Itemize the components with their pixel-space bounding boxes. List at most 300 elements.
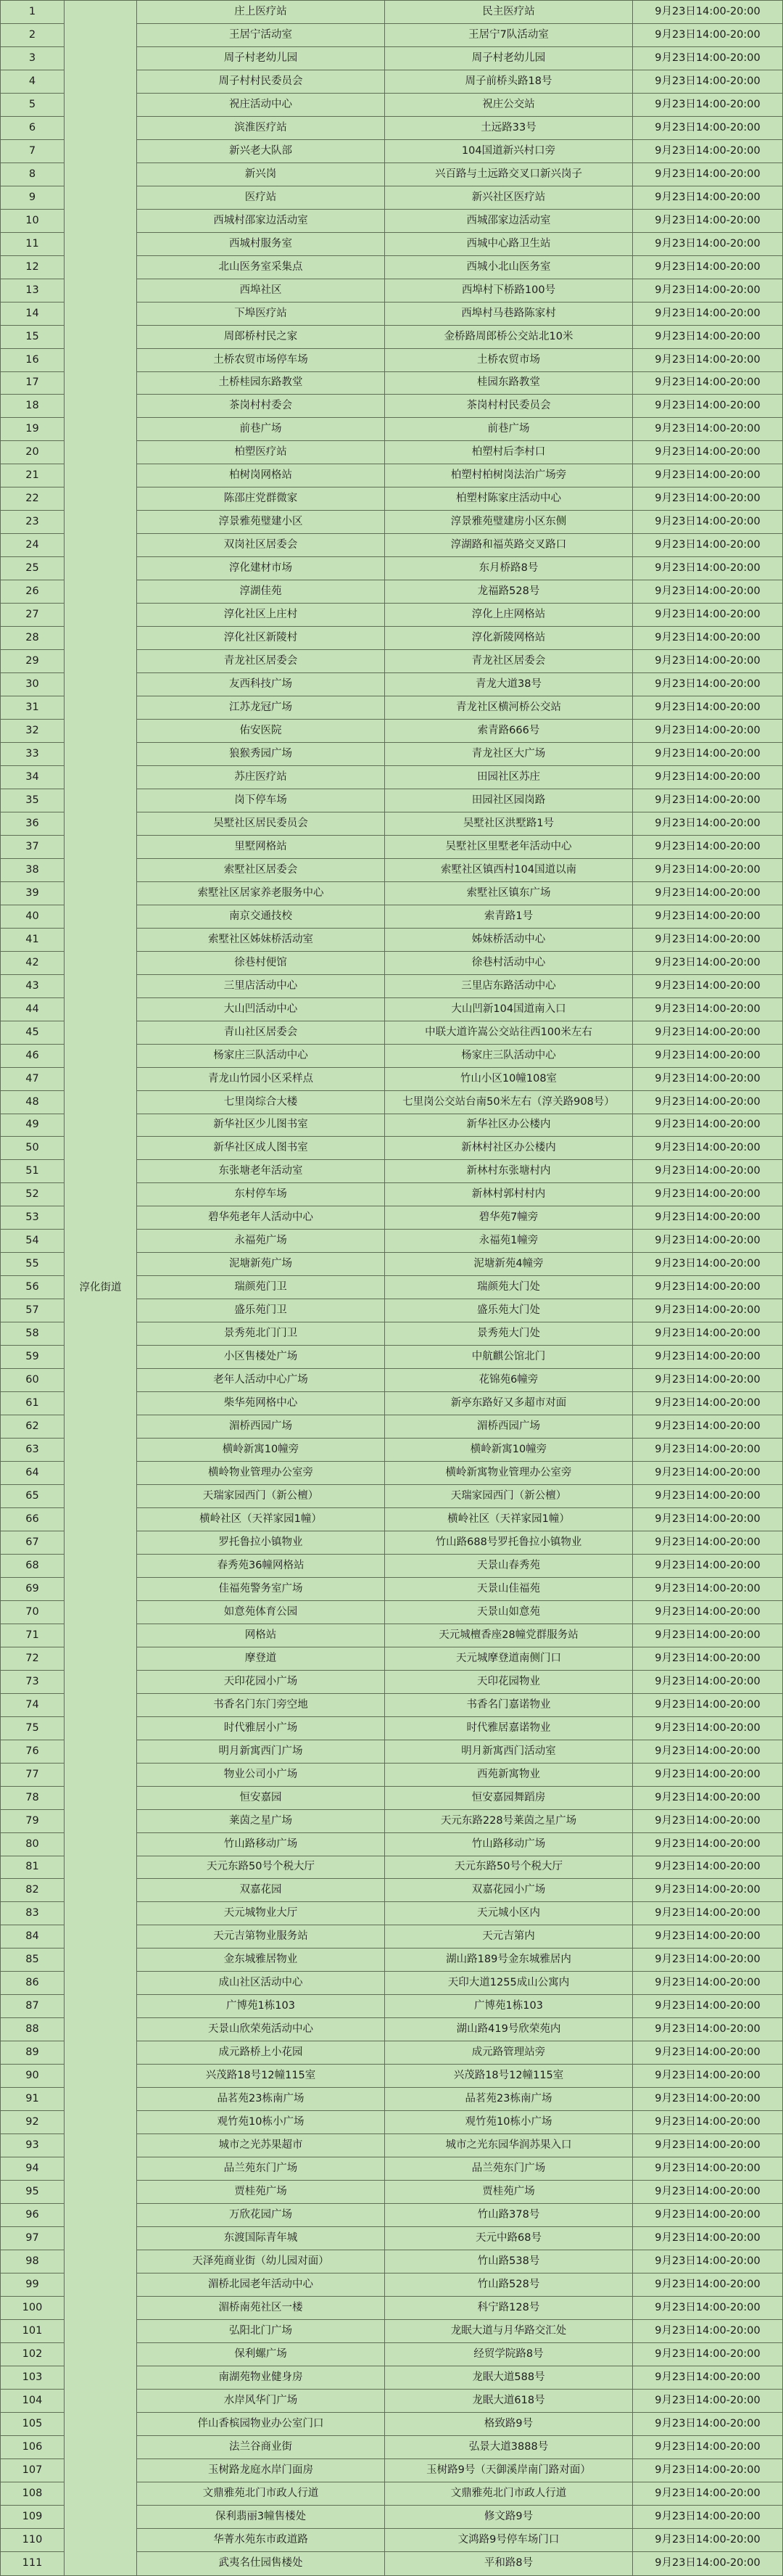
site-name-cell: 横岭新寓10幢旁 [137, 1439, 385, 1462]
site-name-cell: 索墅社区居家养老服务中心 [137, 881, 385, 905]
service-time-cell: 9月23日14:00-20:00 [633, 951, 783, 974]
row-number-cell: 110 [1, 2528, 65, 2551]
service-time-cell: 9月23日14:00-20:00 [633, 1531, 783, 1554]
service-time-cell: 9月23日14:00-20:00 [633, 1949, 783, 1972]
site-name-cell: 罗托鲁拉小镇物业 [137, 1531, 385, 1554]
site-address-cell: 天景山春秀苑 [385, 1554, 633, 1577]
row-number-cell: 108 [1, 2482, 65, 2505]
service-time-cell: 9月23日14:00-20:00 [633, 905, 783, 928]
site-name-cell: 如意苑体育公园 [137, 1600, 385, 1624]
site-address-cell: 西苑新寓物业 [385, 1763, 633, 1786]
site-address-cell: 竹山路528号 [385, 2273, 633, 2296]
site-name-cell: 淳化社区新陵村 [137, 627, 385, 650]
row-number-cell: 30 [1, 673, 65, 696]
service-time-cell: 9月23日14:00-20:00 [633, 1392, 783, 1415]
service-time-cell: 9月23日14:00-20:00 [633, 2319, 783, 2342]
row-number-cell: 45 [1, 1021, 65, 1044]
service-time-cell: 9月23日14:00-20:00 [633, 162, 783, 186]
site-name-cell: 土桥农贸市场停车场 [137, 348, 385, 371]
site-address-cell: 中航麒公馆北门 [385, 1346, 633, 1369]
service-time-cell: 9月23日14:00-20:00 [633, 302, 783, 325]
site-name-cell: 茶岗村村委会 [137, 395, 385, 418]
site-name-cell: 苏庄医疗站 [137, 765, 385, 789]
site-name-cell: 佑安医院 [137, 720, 385, 743]
row-number-cell: 22 [1, 487, 65, 511]
service-time-cell: 9月23日14:00-20:00 [633, 720, 783, 743]
site-name-cell: 周子村老幼儿园 [137, 46, 385, 70]
row-number-cell: 65 [1, 1485, 65, 1508]
site-name-cell: 湄桥北园老年活动中心 [137, 2273, 385, 2296]
row-number-cell: 16 [1, 348, 65, 371]
site-name-cell: 柏塑医疗站 [137, 441, 385, 464]
site-name-cell: 滨淮医疗站 [137, 116, 385, 139]
site-name-cell: 成山社区活动中心 [137, 1972, 385, 1995]
row-number-cell: 77 [1, 1763, 65, 1786]
site-address-cell: 竹山小区10幢108室 [385, 1067, 633, 1090]
service-time-cell: 9月23日14:00-20:00 [633, 1577, 783, 1600]
site-name-cell: 淳化社区上庄村 [137, 604, 385, 627]
site-address-cell: 104国道新兴村口旁 [385, 139, 633, 162]
service-time-cell: 9月23日14:00-20:00 [633, 2018, 783, 2041]
service-time-cell: 9月23日14:00-20:00 [633, 1740, 783, 1763]
site-address-cell: 天元城摩登道南侧门口 [385, 1647, 633, 1670]
site-name-cell: 老年人活动中心广场 [137, 1369, 385, 1392]
site-address-cell: 索青路1号 [385, 905, 633, 928]
service-time-cell: 9月23日14:00-20:00 [633, 1786, 783, 1809]
row-number-cell: 33 [1, 743, 65, 766]
row-number-cell: 102 [1, 2342, 65, 2366]
site-address-cell: 前巷广场 [385, 418, 633, 441]
site-name-cell: 恒安嘉园 [137, 1786, 385, 1809]
row-number-cell: 12 [1, 255, 65, 279]
service-time-cell: 9月23日14:00-20:00 [633, 1, 783, 24]
site-name-cell: 贾桂苑广场 [137, 2181, 385, 2204]
site-name-cell: 伴山香槟园物业办公室门口 [137, 2412, 385, 2435]
service-time-cell: 9月23日14:00-20:00 [633, 2412, 783, 2435]
row-number-cell: 86 [1, 1972, 65, 1995]
site-address-cell: 天印花园物业 [385, 1670, 633, 1693]
row-number-cell: 29 [1, 650, 65, 673]
site-address-cell: 景秀苑大门处 [385, 1322, 633, 1346]
service-time-cell: 9月23日14:00-20:00 [633, 441, 783, 464]
site-name-cell: 金东城雅居物业 [137, 1949, 385, 1972]
site-name-cell: 杨家庄三队活动中心 [137, 1044, 385, 1067]
site-address-cell: 恒安嘉园舞蹈房 [385, 1786, 633, 1809]
service-time-cell: 9月23日14:00-20:00 [633, 789, 783, 812]
site-address-cell: 科宁路128号 [385, 2296, 633, 2319]
row-number-cell: 27 [1, 604, 65, 627]
service-time-cell: 9月23日14:00-20:00 [633, 464, 783, 487]
row-number-cell: 19 [1, 418, 65, 441]
site-address-cell: 天元城小区内 [385, 1902, 633, 1925]
service-time-cell: 9月23日14:00-20:00 [633, 1346, 783, 1369]
site-name-cell: 万欣花园广场 [137, 2204, 385, 2227]
site-address-cell: 横岭新寓物业管理办公室旁 [385, 1462, 633, 1485]
site-address-cell: 徐巷村活动中心 [385, 951, 633, 974]
service-time-cell: 9月23日14:00-20:00 [633, 1206, 783, 1230]
service-time-cell: 9月23日14:00-20:00 [633, 1299, 783, 1322]
row-number-cell: 32 [1, 720, 65, 743]
site-name-cell: 城市之光苏果超市 [137, 2134, 385, 2157]
site-name-cell: 医疗站 [137, 186, 385, 209]
row-number-cell: 36 [1, 812, 65, 835]
row-number-cell: 78 [1, 1786, 65, 1809]
row-number-cell: 48 [1, 1090, 65, 1114]
site-name-cell: 横岭社区（天祥家园1幢） [137, 1507, 385, 1531]
row-number-cell: 84 [1, 1925, 65, 1949]
row-number-cell: 38 [1, 858, 65, 881]
row-number-cell: 106 [1, 2435, 65, 2458]
row-number-cell: 57 [1, 1299, 65, 1322]
service-time-cell: 9月23日14:00-20:00 [633, 557, 783, 580]
row-number-cell: 74 [1, 1693, 65, 1716]
service-time-cell: 9月23日14:00-20:00 [633, 1322, 783, 1346]
service-time-cell: 9月23日14:00-20:00 [633, 604, 783, 627]
site-address-cell: 天元中路68号 [385, 2227, 633, 2250]
site-name-cell: 双嘉花园 [137, 1879, 385, 1902]
row-number-cell: 56 [1, 1276, 65, 1299]
site-address-cell: 天元吉第内 [385, 1925, 633, 1949]
site-name-cell: 青龙社区居委会 [137, 650, 385, 673]
row-number-cell: 100 [1, 2296, 65, 2319]
row-number-cell: 53 [1, 1206, 65, 1230]
service-time-cell: 9月23日14:00-20:00 [633, 1809, 783, 1832]
service-time-cell: 9月23日14:00-20:00 [633, 1832, 783, 1856]
site-address-cell: 弘景大道3888号 [385, 2435, 633, 2458]
site-address-cell: 新亭东路好又多超市对面 [385, 1392, 633, 1415]
site-address-cell: 新林村东张塘村内 [385, 1160, 633, 1183]
row-number-cell: 17 [1, 371, 65, 395]
site-name-cell: 土桥桂园东路教堂 [137, 371, 385, 395]
site-address-cell: 湄桥西园广场 [385, 1415, 633, 1439]
street-cell: 淳化街道 [65, 1, 137, 2576]
site-name-cell: 新华社区成人图书室 [137, 1137, 385, 1160]
service-time-cell: 9月23日14:00-20:00 [633, 2528, 783, 2551]
service-time-cell: 9月23日14:00-20:00 [633, 1415, 783, 1439]
service-time-cell: 9月23日14:00-20:00 [633, 696, 783, 720]
row-number-cell: 39 [1, 881, 65, 905]
service-time-cell: 9月23日14:00-20:00 [633, 2250, 783, 2273]
site-address-cell: 经贸学院路8号 [385, 2342, 633, 2366]
service-time-cell: 9月23日14:00-20:00 [633, 255, 783, 279]
row-number-cell: 107 [1, 2458, 65, 2482]
service-time-cell: 9月23日14:00-20:00 [633, 1716, 783, 1740]
row-number-cell: 60 [1, 1369, 65, 1392]
row-number-cell: 58 [1, 1322, 65, 1346]
row-number-cell: 5 [1, 93, 65, 116]
service-time-cell: 9月23日14:00-20:00 [633, 743, 783, 766]
site-address-cell: 双嘉花园小广场 [385, 1879, 633, 1902]
row-number-cell: 15 [1, 325, 65, 348]
service-time-cell: 9月23日14:00-20:00 [633, 858, 783, 881]
table-row [1, 1, 783, 24]
site-name-cell: 玉树路龙庭水岸门面房 [137, 2458, 385, 2482]
site-address-cell: 文鼎雅苑北门市政人行道 [385, 2482, 633, 2505]
row-number-cell: 34 [1, 765, 65, 789]
row-number-cell: 109 [1, 2505, 65, 2528]
site-address-cell: 土桥农贸市场 [385, 348, 633, 371]
service-time-cell: 9月23日14:00-20:00 [633, 2435, 783, 2458]
site-name-cell: 天元东路50号个税大厅 [137, 1856, 385, 1879]
service-time-cell: 9月23日14:00-20:00 [633, 2389, 783, 2412]
site-address-cell: 兴茂路18号12幢115室 [385, 2065, 633, 2088]
service-time-cell: 9月23日14:00-20:00 [633, 46, 783, 70]
site-address-cell: 成元路管理站旁 [385, 2041, 633, 2065]
service-time-cell: 9月23日14:00-20:00 [633, 997, 783, 1021]
service-time-cell: 9月23日14:00-20:00 [633, 627, 783, 650]
site-name-cell: 狼猴秀园广场 [137, 743, 385, 766]
site-address-cell: 柏塑村后李村口 [385, 441, 633, 464]
site-address-cell: 柏塑村柏树岗法治广场旁 [385, 464, 633, 487]
site-name-cell: 观竹苑10栋小广场 [137, 2111, 385, 2134]
service-time-cell: 9月23日14:00-20:00 [633, 580, 783, 604]
service-time-cell: 9月23日14:00-20:00 [633, 1183, 783, 1206]
site-name-cell: 碧华苑老年人活动中心 [137, 1206, 385, 1230]
service-time-cell: 9月23日14:00-20:00 [633, 70, 783, 93]
row-number-cell: 64 [1, 1462, 65, 1485]
service-time-cell: 9月23日14:00-20:00 [633, 2505, 783, 2528]
service-time-cell: 9月23日14:00-20:00 [633, 2041, 783, 2065]
row-number-cell: 103 [1, 2366, 65, 2389]
site-name-cell: 文鼎雅苑北门市政人行道 [137, 2482, 385, 2505]
site-name-cell: 里墅网格站 [137, 835, 385, 858]
service-time-cell: 9月23日14:00-20:00 [633, 1624, 783, 1647]
site-name-cell: 周子村村民委员会 [137, 70, 385, 93]
site-name-cell: 佳福苑警务室广场 [137, 1577, 385, 1600]
site-address-cell: 桂园东路教堂 [385, 371, 633, 395]
row-number-cell: 91 [1, 2088, 65, 2111]
service-time-cell: 9月23日14:00-20:00 [633, 279, 783, 302]
row-number-cell: 70 [1, 1600, 65, 1624]
row-number-cell: 82 [1, 1879, 65, 1902]
service-time-cell: 9月23日14:00-20:00 [633, 1485, 783, 1508]
row-number-cell: 24 [1, 534, 65, 557]
row-number-cell: 94 [1, 2157, 65, 2181]
row-number-cell: 81 [1, 1856, 65, 1879]
site-address-cell: 花锦苑6幢旁 [385, 1369, 633, 1392]
site-name-cell: 兴茂路18号12幢115室 [137, 2065, 385, 2088]
row-number-cell: 90 [1, 2065, 65, 2088]
table-body [1, 1, 783, 2576]
site-address-cell: 龙福路528号 [385, 580, 633, 604]
site-name-cell: 水岸风华门广场 [137, 2389, 385, 2412]
service-time-cell: 9月23日14:00-20:00 [633, 1972, 783, 1995]
service-time-cell: 9月23日14:00-20:00 [633, 2296, 783, 2319]
row-number-cell: 104 [1, 2389, 65, 2412]
site-name-cell: 瑞颜苑门卫 [137, 1276, 385, 1299]
row-number-cell: 101 [1, 2319, 65, 2342]
site-name-cell: 淳湖佳苑 [137, 580, 385, 604]
row-number-cell: 2 [1, 23, 65, 46]
row-number-cell: 4 [1, 70, 65, 93]
service-time-cell: 9月23日14:00-20:00 [633, 2482, 783, 2505]
row-number-cell: 55 [1, 1253, 65, 1276]
site-name-cell: 华菁水苑东市政道路 [137, 2528, 385, 2551]
service-time-cell: 9月23日14:00-20:00 [633, 1693, 783, 1716]
site-name-cell: 岗下停车场 [137, 789, 385, 812]
site-name-cell: 东村停车场 [137, 1183, 385, 1206]
site-name-cell: 大山凹活动中心 [137, 997, 385, 1021]
row-number-cell: 35 [1, 789, 65, 812]
site-address-cell: 天景山佳福苑 [385, 1577, 633, 1600]
service-time-cell: 9月23日14:00-20:00 [633, 1902, 783, 1925]
row-number-cell: 69 [1, 1577, 65, 1600]
site-name-cell: 淳化建材市场 [137, 557, 385, 580]
site-name-cell: 双岗社区居委会 [137, 534, 385, 557]
site-name-cell: 明月新寓西门广场 [137, 1740, 385, 1763]
site-address-cell: 竹山路378号 [385, 2204, 633, 2227]
row-number-cell: 85 [1, 1949, 65, 1972]
site-address-cell: 西城中心路卫生站 [385, 232, 633, 255]
site-address-cell: 青龙社区居委会 [385, 650, 633, 673]
service-time-cell: 9月23日14:00-20:00 [633, 1925, 783, 1949]
service-time-cell: 9月23日14:00-20:00 [633, 2204, 783, 2227]
row-number-cell: 18 [1, 395, 65, 418]
row-number-cell: 111 [1, 2551, 65, 2575]
row-number-cell: 79 [1, 1809, 65, 1832]
row-number-cell: 31 [1, 696, 65, 720]
site-address-cell: 龙眠大道618号 [385, 2389, 633, 2412]
row-number-cell: 25 [1, 557, 65, 580]
row-number-cell: 1 [1, 1, 65, 24]
service-time-cell: 9月23日14:00-20:00 [633, 2273, 783, 2296]
service-time-cell: 9月23日14:00-20:00 [633, 139, 783, 162]
service-time-cell: 9月23日14:00-20:00 [633, 765, 783, 789]
service-time-cell: 9月23日14:00-20:00 [633, 974, 783, 997]
site-name-cell: 莱茵之星广场 [137, 1809, 385, 1832]
site-name-cell: 天印花园小广场 [137, 1670, 385, 1693]
site-address-cell: 广博苑1栋103 [385, 1995, 633, 2018]
site-name-cell: 东张塘老年活动室 [137, 1160, 385, 1183]
site-name-cell: 品茗苑23栋南广场 [137, 2088, 385, 2111]
site-address-cell: 瑞颜苑大门处 [385, 1276, 633, 1299]
service-time-cell: 9月23日14:00-20:00 [633, 325, 783, 348]
site-name-cell: 西埠社区 [137, 279, 385, 302]
service-time-cell: 9月23日14:00-20:00 [633, 395, 783, 418]
service-time-cell: 9月23日14:00-20:00 [633, 928, 783, 951]
row-number-cell: 62 [1, 1415, 65, 1439]
service-time-cell: 9月23日14:00-20:00 [633, 534, 783, 557]
row-number-cell: 88 [1, 2018, 65, 2041]
site-name-cell: 新华社区少儿图书室 [137, 1114, 385, 1137]
service-time-cell: 9月23日14:00-20:00 [633, 487, 783, 511]
site-name-cell: 小区售楼处广场 [137, 1346, 385, 1369]
site-address-cell: 横岭新寓10幢旁 [385, 1439, 633, 1462]
service-time-cell: 9月23日14:00-20:00 [633, 2181, 783, 2204]
site-address-cell: 兴百路与土远路交叉口新兴岗子 [385, 162, 633, 186]
service-time-cell: 9月23日14:00-20:00 [633, 511, 783, 534]
site-address-cell: 周子前桥头路18号 [385, 70, 633, 93]
site-name-cell: 春秀苑36幢网格站 [137, 1554, 385, 1577]
site-address-cell: 祝庄公交站 [385, 93, 633, 116]
site-name-cell: 时代雅居小广场 [137, 1716, 385, 1740]
site-address-cell: 淳景雅苑璧建房小区东侧 [385, 511, 633, 534]
service-time-cell: 9月23日14:00-20:00 [633, 1763, 783, 1786]
service-time-cell: 9月23日14:00-20:00 [633, 1995, 783, 2018]
row-number-cell: 46 [1, 1044, 65, 1067]
site-address-cell: 湖山路189号金东城雅居内 [385, 1949, 633, 1972]
site-name-cell: 周郎桥村民之家 [137, 325, 385, 348]
site-name-cell: 摩登道 [137, 1647, 385, 1670]
site-name-cell: 七里岗综合大楼 [137, 1090, 385, 1114]
row-number-cell: 13 [1, 279, 65, 302]
site-address-cell: 碧华苑7幢旁 [385, 1206, 633, 1230]
site-address-cell: 青龙社区横河桥公交站 [385, 696, 633, 720]
row-number-cell: 97 [1, 2227, 65, 2250]
site-name-cell: 盛乐苑门卫 [137, 1299, 385, 1322]
row-number-cell: 42 [1, 951, 65, 974]
row-number-cell: 87 [1, 1995, 65, 2018]
row-number-cell: 49 [1, 1114, 65, 1137]
row-number-cell: 75 [1, 1716, 65, 1740]
row-number-cell: 28 [1, 627, 65, 650]
site-name-cell: 泥塘新苑广场 [137, 1253, 385, 1276]
row-number-cell: 89 [1, 2041, 65, 2065]
site-address-cell: 明月新寓西门活动室 [385, 1740, 633, 1763]
service-time-cell: 9月23日14:00-20:00 [633, 418, 783, 441]
row-number-cell: 20 [1, 441, 65, 464]
site-address-cell: 竹山路538号 [385, 2250, 633, 2273]
site-address-cell: 城市之光东园华润苏果入口 [385, 2134, 633, 2157]
site-name-cell: 天元吉第物业服务站 [137, 1925, 385, 1949]
site-address-cell: 吴墅社区洪墅路1号 [385, 812, 633, 835]
service-time-cell: 9月23日14:00-20:00 [633, 650, 783, 673]
row-number-cell: 67 [1, 1531, 65, 1554]
row-number-cell: 63 [1, 1439, 65, 1462]
site-address-cell: 新林村社区办公楼内 [385, 1137, 633, 1160]
site-name-cell: 景秀苑北门门卫 [137, 1322, 385, 1346]
service-time-cell: 9月23日14:00-20:00 [633, 2088, 783, 2111]
site-name-cell: 前巷广场 [137, 418, 385, 441]
row-number-cell: 68 [1, 1554, 65, 1577]
site-address-cell: 索墅社区镇西村104国道以南 [385, 858, 633, 881]
service-time-cell: 9月23日14:00-20:00 [633, 673, 783, 696]
site-address-cell: 天景山如意苑 [385, 1600, 633, 1624]
site-name-cell: 西城村邵家边活动室 [137, 209, 385, 232]
service-time-cell: 9月23日14:00-20:00 [633, 209, 783, 232]
site-address-cell: 大山凹新104国道南入口 [385, 997, 633, 1021]
site-address-cell: 湖山路419号欣荣苑内 [385, 2018, 633, 2041]
site-address-cell: 天印大道1255成山公寓内 [385, 1972, 633, 1995]
site-name-cell: 品兰苑东门广场 [137, 2157, 385, 2181]
row-number-cell: 98 [1, 2250, 65, 2273]
row-number-cell: 21 [1, 464, 65, 487]
site-name-cell: 湄桥西园广场 [137, 1415, 385, 1439]
row-number-cell: 41 [1, 928, 65, 951]
site-address-cell: 平和路8号 [385, 2551, 633, 2575]
row-number-cell: 6 [1, 116, 65, 139]
site-name-cell: 天元城物业大厅 [137, 1902, 385, 1925]
site-address-cell: 盛乐苑大门处 [385, 1299, 633, 1322]
site-address-cell: 姊妹桥活动中心 [385, 928, 633, 951]
site-address-cell: 龙眠大道与月华路交汇处 [385, 2319, 633, 2342]
service-time-cell: 9月23日14:00-20:00 [633, 1647, 783, 1670]
row-number-cell: 61 [1, 1392, 65, 1415]
site-address-cell: 土远路33号 [385, 116, 633, 139]
site-address-cell: 索青路666号 [385, 720, 633, 743]
site-name-cell: 青龙山竹园小区采样点 [137, 1067, 385, 1090]
service-time-cell: 9月23日14:00-20:00 [633, 1879, 783, 1902]
site-name-cell: 三里店活动中心 [137, 974, 385, 997]
row-number-cell: 3 [1, 46, 65, 70]
site-address-cell: 中联大道许嵩公交站往西100米左右 [385, 1021, 633, 1044]
site-name-cell: 永福苑广场 [137, 1230, 385, 1253]
site-name-cell: 网格站 [137, 1624, 385, 1647]
site-name-cell: 徐巷村便馆 [137, 951, 385, 974]
site-address-cell: 索墅社区镇东广场 [385, 881, 633, 905]
row-number-cell: 80 [1, 1832, 65, 1856]
row-number-cell: 92 [1, 2111, 65, 2134]
